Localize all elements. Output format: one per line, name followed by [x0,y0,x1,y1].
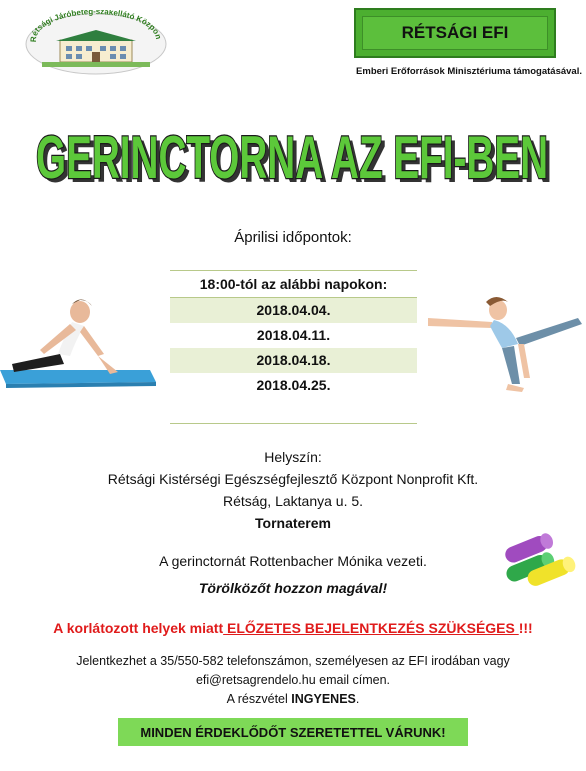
location-block [0,446,586,534]
notice-emphasis: ELŐZETES BEJELENTKEZÉS SZÜKSÉGES [223,620,519,636]
contact-line-free [0,690,586,709]
balance-exercise-image [428,288,586,398]
notice-prefix: A korlátozott helyek miatt [53,620,224,636]
schedule-date: 2018.04.25. [170,373,417,424]
ministry-support-text: Emberi Erőforrások Minisztériuma támogatásával. [356,66,582,77]
schedule-header: 18:00-tól az alábbi napokon: [170,270,417,298]
notice-suffix: !!! [518,620,533,636]
welcome-banner [118,718,468,746]
yoga-mats-image [494,533,578,603]
schedule-date: 2018.04.18. [170,348,417,373]
yoga-cobra-pose-image [0,292,156,392]
free-prefix: A részvétel [226,692,292,706]
location-address: Rétság, Laktanya u. 5. [222,493,364,509]
contact-info [0,652,586,709]
free-bold: INGYENES [291,692,356,706]
location-name: Rétsági Kistérségi Egészségfejlesztő Központ Nonprofit Kft. [107,471,479,487]
location-room: Tornaterem [255,515,331,531]
center-logo [22,10,170,76]
instructor-text: A gerinctornát Rottenbacher Mónika vezeti. [159,553,427,569]
free-suffix: . [355,692,360,706]
page-title-shadow: GERINCTORNA AZ EFI-BEN [40,128,552,195]
logo-text: Rétsági Járóbeteg-szakellátó Közpon [28,10,164,43]
schedule-date: 2018.04.11. [256,327,331,343]
location-label: Helyszín: [264,449,322,465]
page-title [24,86,564,202]
efi-title-box [354,8,556,58]
efi-title: RÉTSÁGI EFI [401,23,509,42]
towel-reminder: Törölközőt hozzon magával! [198,580,388,596]
april-dates-label: Áprilisi időpontok: [234,229,352,246]
schedule-date: 2018.04.04. [170,298,417,323]
welcome-text: MINDEN ÉRDEKLŐDŐT SZERETETTEL VÁRUNK! [140,724,446,740]
registration-required-notice [0,620,586,636]
contact-line-email: efi@retsagrendelo.hu email címen. [195,673,391,687]
contact-line-phone: Jelentkezhet a 35/550-582 telefonszámon, személyesen az EFI irodában vagy [76,654,510,668]
schedule-table [170,270,417,424]
page-title-text: GERINCTORNA AZ EFI-BEN [36,124,548,191]
